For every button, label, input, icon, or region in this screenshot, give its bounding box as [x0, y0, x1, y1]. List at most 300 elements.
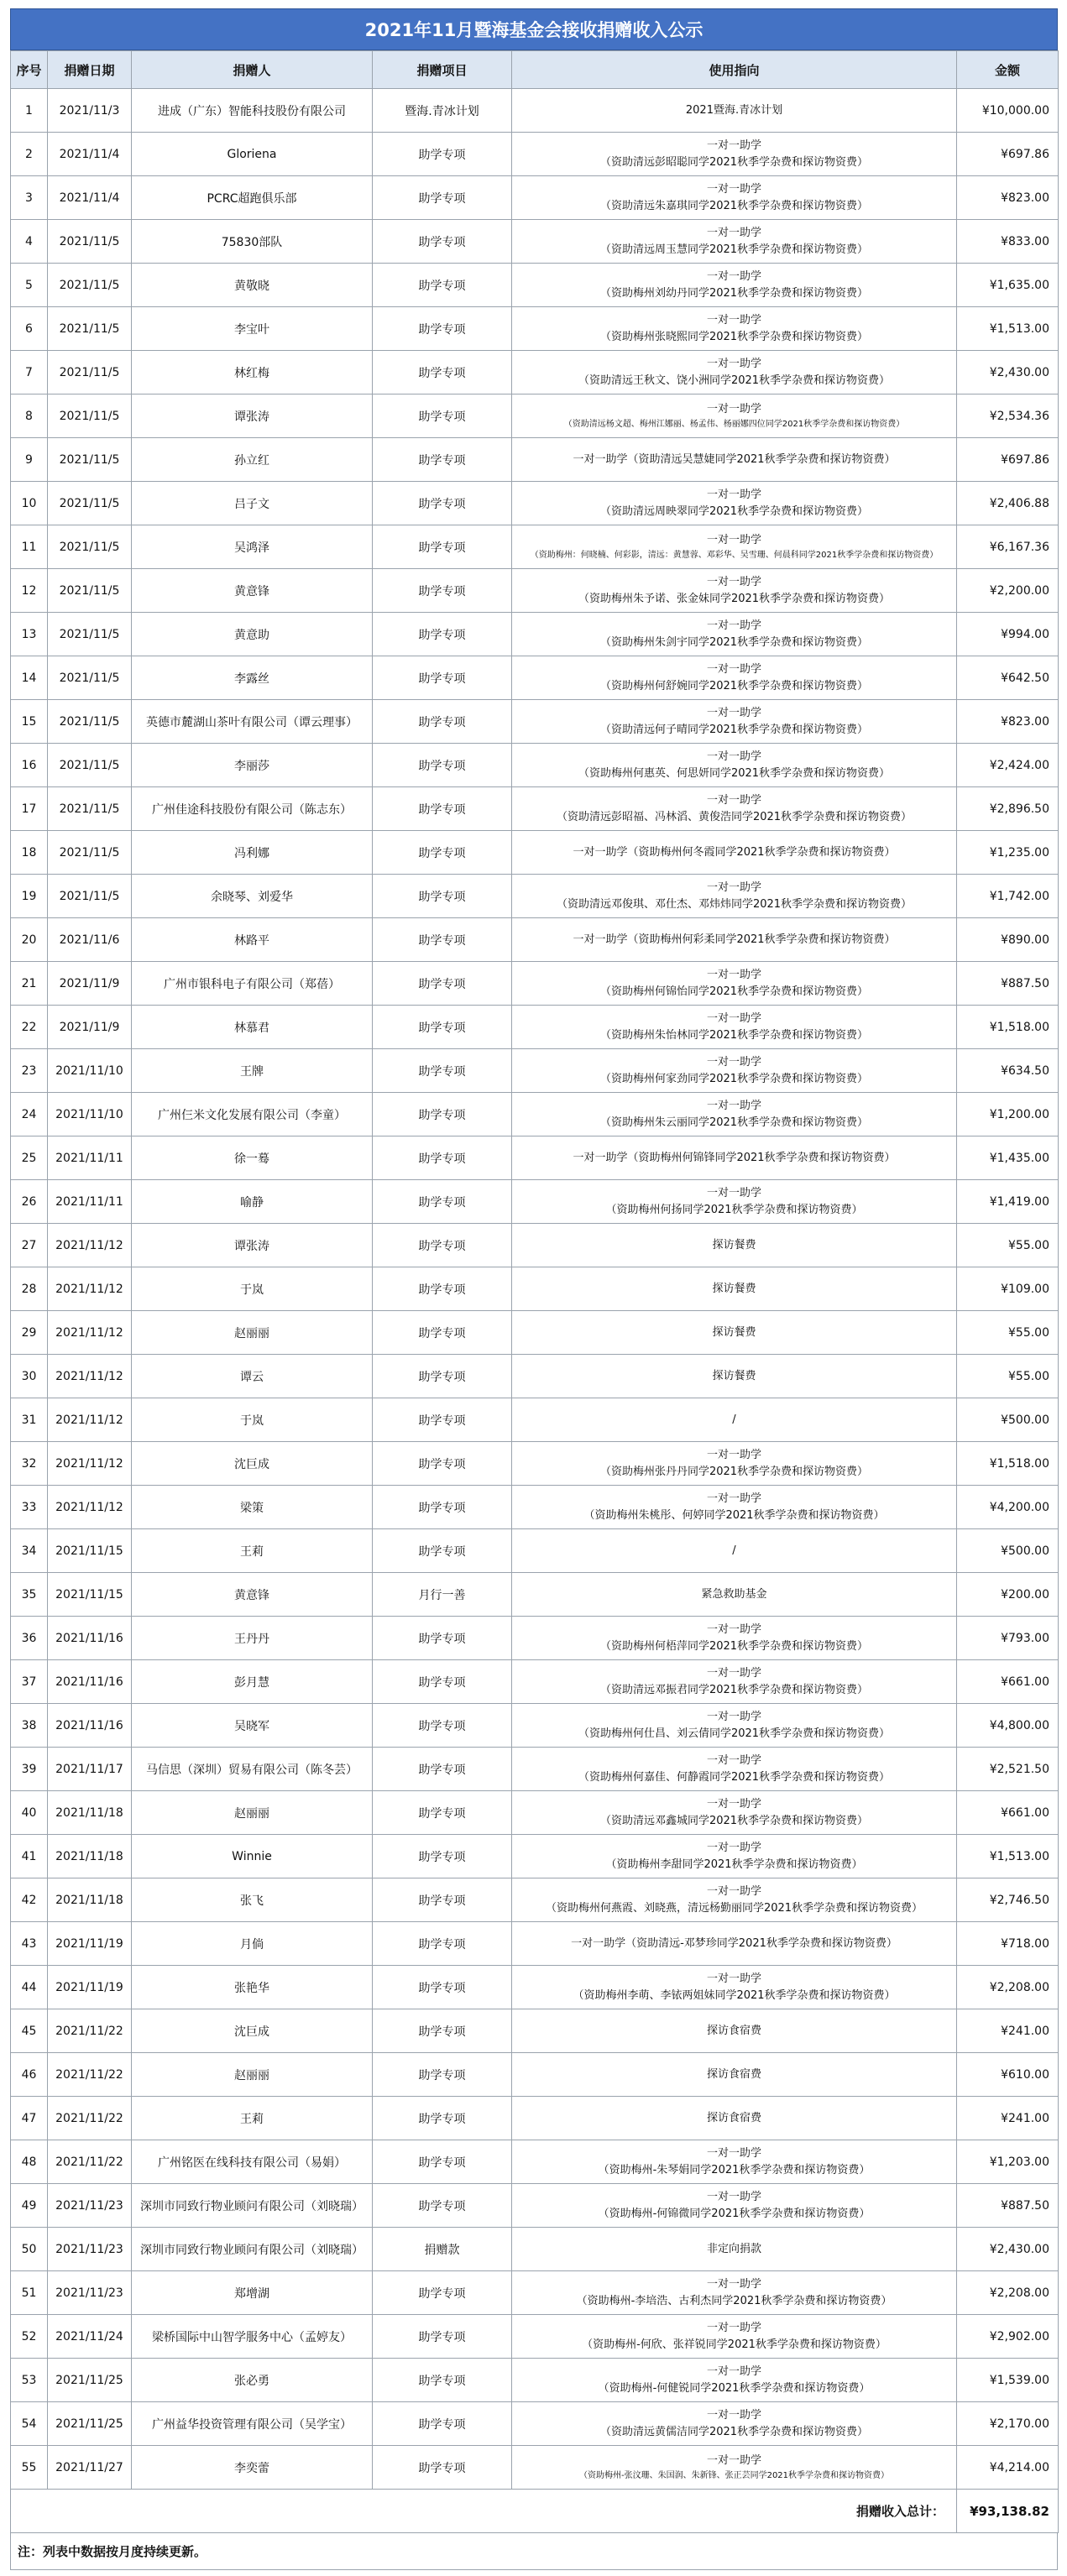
cell-project: 助学专项 — [373, 1267, 512, 1311]
usage-line: 一对一助学 — [706, 226, 761, 239]
cell-date: 2021/11/25 — [48, 2402, 132, 2446]
cell-project: 助学专项 — [373, 394, 512, 438]
usage-detail: （资助梅州李萌、李铱两姐妹同学2021秋季学杂费和探访物资费） — [573, 1988, 896, 2002]
cell-amount: ¥2,430.00 — [957, 351, 1059, 394]
cell-usage — [512, 1660, 957, 1704]
cell-donor: 于岚 — [132, 1398, 373, 1442]
cell-date: 2021/11/5 — [48, 613, 132, 656]
cell-amount: ¥1,419.00 — [957, 1180, 1059, 1224]
usage-detail: （资助梅州张晓熙同学2021秋季学杂费和探访物资费） — [599, 330, 869, 343]
cell-amount: ¥2,902.00 — [957, 2315, 1059, 2359]
cell-usage — [512, 525, 957, 569]
usage-line: 一对一助学 — [706, 2453, 761, 2467]
cell-usage — [512, 1922, 957, 1966]
cell-project: 助学专项 — [373, 2097, 512, 2140]
cell-donor: 75830部队 — [132, 220, 373, 264]
donation-table — [10, 50, 1059, 2533]
cell-amount: ¥610.00 — [957, 2053, 1059, 2097]
usage-detail: （资助梅州-何欣、张祥锐同学2021秋季学杂费和探访物资费） — [582, 2338, 887, 2351]
usage-line: 一对一助学 — [706, 138, 761, 152]
total-row — [11, 2490, 1059, 2533]
cell-project: 助学专项 — [373, 1617, 512, 1660]
table-row — [11, 2359, 1059, 2402]
cell-donor: 赵丽丽 — [132, 2053, 373, 2097]
cell-project: 捐赠款 — [373, 2228, 512, 2271]
usage-line: 一对一助学 — [706, 182, 761, 196]
cell-no: 40 — [11, 1791, 48, 1835]
usage-line: 探访食宿费 — [706, 2067, 761, 2081]
cell-donor: 王牌 — [132, 1049, 373, 1093]
usage-line: 一对一助学 — [706, 1972, 761, 1985]
cell-no: 5 — [11, 264, 48, 307]
cell-donor: 林路平 — [132, 918, 373, 962]
usage-detail: （资助清远何子晴同学2021秋季学杂费和探访物资费） — [599, 723, 869, 736]
cell-date: 2021/11/22 — [48, 2097, 132, 2140]
usage-line: 一对一助学 — [706, 1710, 761, 1723]
cell-amount: ¥6,167.36 — [957, 525, 1059, 569]
cell-project: 助学专项 — [373, 1136, 512, 1180]
usage-line: 一对一助学（资助梅州何冬霞同学2021秋季学杂费和探访物资费） — [573, 845, 896, 859]
table-row — [11, 1355, 1059, 1398]
cell-project: 助学专项 — [373, 2271, 512, 2315]
cell-amount: ¥500.00 — [957, 1398, 1059, 1442]
usage-line: 一对一助学 — [706, 1492, 761, 1505]
usage-detail: （资助梅州何燕霞、刘晓燕，清远杨勤丽同学2021秋季学杂费和探访物资费） — [545, 1901, 923, 1915]
usage-detail: （资助梅州何仕昌、刘云倩同学2021秋季学杂费和探访物资费） — [578, 1727, 891, 1740]
cell-project: 助学专项 — [373, 962, 512, 1006]
table-row — [11, 1486, 1059, 1529]
cell-usage — [512, 2315, 957, 2359]
cell-project: 助学专项 — [373, 2184, 512, 2228]
cell-donor: 于岚 — [132, 1267, 373, 1311]
usage-detail: （资助清远邓俊琪、邓仕杰、邓炜炜同学2021秋季学杂费和探访物资费） — [556, 897, 913, 911]
cell-project: 助学专项 — [373, 133, 512, 176]
table-row — [11, 2228, 1059, 2271]
header-date: 捐赠日期 — [48, 51, 132, 89]
cell-usage — [512, 1311, 957, 1355]
cell-no: 26 — [11, 1180, 48, 1224]
cell-donor: 广州铭医在线科技有限公司（易娟） — [132, 2140, 373, 2184]
cell-amount: ¥2,896.50 — [957, 787, 1059, 831]
cell-no: 29 — [11, 1311, 48, 1355]
table-row — [11, 1660, 1059, 1704]
usage-line: 一对一助学 — [706, 793, 761, 807]
header-usage: 使用指向 — [512, 51, 957, 89]
cell-no: 34 — [11, 1529, 48, 1573]
table-row — [11, 1267, 1059, 1311]
usage-line: 一对一助学 — [706, 533, 761, 546]
usage-line: 一对一助学 — [706, 1186, 761, 1199]
table-row — [11, 394, 1059, 438]
cell-usage — [512, 394, 957, 438]
cell-amount: ¥55.00 — [957, 1224, 1059, 1267]
cell-usage — [512, 1180, 957, 1224]
usage-detail: （资助清远彭昭福、冯林滔、黄俊浩同学2021秋季学杂费和探访物资费） — [556, 810, 913, 823]
cell-no: 12 — [11, 569, 48, 613]
cell-no: 21 — [11, 962, 48, 1006]
cell-amount: ¥718.00 — [957, 1922, 1059, 1966]
cell-no: 39 — [11, 1748, 48, 1791]
usage-detail: （资助梅州-何锦微同学2021秋季学杂费和探访物资费） — [598, 2207, 871, 2220]
cell-donor: 王丹丹 — [132, 1617, 373, 1660]
cell-project: 助学专项 — [373, 1355, 512, 1398]
cell-date: 2021/11/6 — [48, 918, 132, 962]
usage-line: 一对一助学 — [706, 575, 761, 588]
cell-donor: PCRC超跑俱乐部 — [132, 176, 373, 220]
cell-amount: ¥1,518.00 — [957, 1442, 1059, 1486]
cell-no: 2 — [11, 133, 48, 176]
usage-line: 一对一助学 — [706, 750, 761, 763]
table-row — [11, 525, 1059, 569]
cell-donor: 孙立红 — [132, 438, 373, 482]
cell-no: 11 — [11, 525, 48, 569]
table-row — [11, 1922, 1059, 1966]
cell-usage — [512, 918, 957, 962]
cell-project: 助学专项 — [373, 1006, 512, 1049]
cell-no: 53 — [11, 2359, 48, 2402]
cell-donor: 冯利娜 — [132, 831, 373, 875]
usage-detail: （资助清远周映翠同学2021秋季学杂费和探访物资费） — [599, 504, 869, 518]
usage-line: 一对一助学（资助梅州何彩柔同学2021秋季学杂费和探访物资费） — [573, 933, 896, 946]
usage-line: 探访餐费 — [712, 1282, 756, 1295]
table-row — [11, 307, 1059, 351]
cell-project: 助学专项 — [373, 2140, 512, 2184]
cell-no: 16 — [11, 744, 48, 787]
cell-no: 4 — [11, 220, 48, 264]
cell-no: 6 — [11, 307, 48, 351]
cell-project: 助学专项 — [373, 264, 512, 307]
table-row — [11, 1311, 1059, 1355]
usage-line: / — [732, 1544, 736, 1557]
cell-amount: ¥1,742.00 — [957, 875, 1059, 918]
cell-usage — [512, 1267, 957, 1311]
cell-no: 18 — [11, 831, 48, 875]
cell-usage — [512, 133, 957, 176]
cell-date: 2021/11/5 — [48, 656, 132, 700]
usage-detail: （资助清远邓鑫城同学2021秋季学杂费和探访物资费） — [599, 1814, 869, 1827]
usage-detail: （资助梅州朱桃彤、何婷同学2021秋季学杂费和探访物资费） — [583, 1508, 885, 1522]
cell-date: 2021/11/12 — [48, 1486, 132, 1529]
cell-project: 助学专项 — [373, 1660, 512, 1704]
cell-date: 2021/11/22 — [48, 2140, 132, 2184]
cell-project: 助学专项 — [373, 1922, 512, 1966]
cell-usage — [512, 1486, 957, 1529]
table-row — [11, 1617, 1059, 1660]
cell-amount: ¥1,235.00 — [957, 831, 1059, 875]
cell-date: 2021/11/5 — [48, 569, 132, 613]
table-row — [11, 2009, 1059, 2053]
table-row — [11, 875, 1059, 918]
cell-date: 2021/11/16 — [48, 1704, 132, 1748]
cell-donor: 谭云 — [132, 1355, 373, 1398]
usage-line: 一对一助学 — [706, 313, 761, 327]
usage-line: 一对一助学 — [706, 1099, 761, 1112]
table-row — [11, 220, 1059, 264]
cell-usage — [512, 1529, 957, 1573]
cell-amount: ¥887.50 — [957, 2184, 1059, 2228]
cell-date: 2021/11/19 — [48, 1922, 132, 1966]
cell-usage — [512, 875, 957, 918]
usage-detail: （资助梅州何舒婉同学2021秋季学杂费和探访物资费） — [599, 679, 869, 692]
table-row — [11, 264, 1059, 307]
cell-no: 28 — [11, 1267, 48, 1311]
usage-detail: （资助清远王秋文、饶小洲同学2021秋季学杂费和探访物资费） — [578, 374, 891, 387]
cell-project: 助学专项 — [373, 2053, 512, 2097]
table-row — [11, 176, 1059, 220]
cell-no: 23 — [11, 1049, 48, 1093]
cell-usage — [512, 2359, 957, 2402]
cell-date: 2021/11/5 — [48, 351, 132, 394]
usage-line: 一对一助学 — [706, 1797, 761, 1811]
cell-donor: 广州佳途科技股份有限公司（陈志东） — [132, 787, 373, 831]
cell-no: 13 — [11, 613, 48, 656]
cell-date: 2021/11/10 — [48, 1093, 132, 1136]
table-row — [11, 2402, 1059, 2446]
cell-date: 2021/11/16 — [48, 1617, 132, 1660]
cell-amount: ¥2,208.00 — [957, 1966, 1059, 2009]
cell-usage — [512, 438, 957, 482]
cell-donor: 张必勇 — [132, 2359, 373, 2402]
table-row — [11, 2184, 1059, 2228]
cell-amount: ¥661.00 — [957, 1791, 1059, 1835]
cell-no: 14 — [11, 656, 48, 700]
cell-project: 助学专项 — [373, 1398, 512, 1442]
usage-line: 一对一助学 — [706, 269, 761, 283]
cell-project: 助学专项 — [373, 220, 512, 264]
header-amount: 金额 — [957, 51, 1059, 89]
usage-line: 一对一助学 — [706, 968, 761, 981]
cell-donor: 李露丝 — [132, 656, 373, 700]
cell-date: 2021/11/12 — [48, 1442, 132, 1486]
cell-no: 47 — [11, 2097, 48, 2140]
cell-project: 助学专项 — [373, 351, 512, 394]
usage-line: 一对一助学（资助清远-邓梦珍同学2021秋季学杂费和探访物资费） — [571, 1936, 897, 1950]
table-row — [11, 613, 1059, 656]
cell-usage — [512, 2097, 957, 2140]
cell-amount: ¥1,203.00 — [957, 2140, 1059, 2184]
cell-usage — [512, 264, 957, 307]
table-row — [11, 1006, 1059, 1049]
cell-amount: ¥2,746.50 — [957, 1878, 1059, 1922]
cell-date: 2021/11/5 — [48, 744, 132, 787]
usage-detail: （资助梅州何扬同学2021秋季学杂费和探访物资费） — [605, 1203, 863, 1216]
cell-donor: 沈巨成 — [132, 2009, 373, 2053]
usage-line: 探访食宿费 — [706, 2024, 761, 2037]
cell-date: 2021/11/5 — [48, 787, 132, 831]
cell-date: 2021/11/3 — [48, 89, 132, 133]
usage-line: 一对一助学 — [706, 2146, 761, 2160]
cell-amount: ¥823.00 — [957, 176, 1059, 220]
cell-no: 20 — [11, 918, 48, 962]
cell-amount: ¥1,539.00 — [957, 2359, 1059, 2402]
cell-donor: 李丽莎 — [132, 744, 373, 787]
cell-donor: 黄意锋 — [132, 1573, 373, 1617]
table-row — [11, 1878, 1059, 1922]
cell-date: 2021/11/24 — [48, 2315, 132, 2359]
cell-amount: ¥642.50 — [957, 656, 1059, 700]
cell-donor: 徐一蓦 — [132, 1136, 373, 1180]
cell-donor: 月倘 — [132, 1922, 373, 1966]
usage-line: 探访餐费 — [712, 1238, 756, 1251]
cell-no: 17 — [11, 787, 48, 831]
cell-date: 2021/11/18 — [48, 1791, 132, 1835]
cell-usage — [512, 569, 957, 613]
cell-usage — [512, 1573, 957, 1617]
cell-project: 助学专项 — [373, 700, 512, 744]
cell-donor: 张艳华 — [132, 1966, 373, 2009]
cell-amount: ¥2,534.36 — [957, 394, 1059, 438]
cell-date: 2021/11/17 — [48, 1748, 132, 1791]
cell-no: 27 — [11, 1224, 48, 1267]
cell-project: 助学专项 — [373, 1180, 512, 1224]
cell-usage — [512, 613, 957, 656]
cell-donor: 马信思（深圳）贸易有限公司（陈冬芸） — [132, 1748, 373, 1791]
cell-project: 助学专项 — [373, 1224, 512, 1267]
usage-detail: （资助梅州朱云丽同学2021秋季学杂费和探访物资费） — [599, 1116, 869, 1129]
cell-donor: 王莉 — [132, 2097, 373, 2140]
cell-usage — [512, 2053, 957, 2097]
usage-line: 探访餐费 — [712, 1369, 756, 1382]
cell-date: 2021/11/5 — [48, 307, 132, 351]
table-row — [11, 831, 1059, 875]
cell-no: 25 — [11, 1136, 48, 1180]
usage-line: 一对一助学 — [706, 2321, 761, 2334]
cell-donor: 吕子文 — [132, 482, 373, 525]
usage-detail: （资助梅州何家劲同学2021秋季学杂费和探访物资费） — [599, 1072, 869, 1085]
cell-date: 2021/11/27 — [48, 2446, 132, 2490]
table-row — [11, 1442, 1059, 1486]
cell-no: 22 — [11, 1006, 48, 1049]
cell-donor: 彭月慧 — [132, 1660, 373, 1704]
cell-no: 9 — [11, 438, 48, 482]
cell-no: 31 — [11, 1398, 48, 1442]
table-row — [11, 1835, 1059, 1878]
cell-date: 2021/11/23 — [48, 2184, 132, 2228]
usage-detail: （资助梅州朱予诺、张金妹同学2021秋季学杂费和探访物资费） — [578, 592, 891, 605]
cell-donor: 郑增湖 — [132, 2271, 373, 2315]
cell-usage — [512, 1791, 957, 1835]
header-project: 捐赠项目 — [373, 51, 512, 89]
cell-date: 2021/11/15 — [48, 1573, 132, 1617]
cell-date: 2021/11/4 — [48, 176, 132, 220]
cell-donor: 深圳市同致行物业顾问有限公司（刘晓瑞） — [132, 2184, 373, 2228]
cell-project: 助学专项 — [373, 569, 512, 613]
cell-usage — [512, 1136, 957, 1180]
usage-line: / — [732, 1413, 736, 1426]
usage-detail: （资助梅州张丹丹同学2021秋季学杂费和探访物资费） — [599, 1465, 869, 1478]
cell-date: 2021/11/18 — [48, 1835, 132, 1878]
usage-line: 探访餐费 — [712, 1325, 756, 1339]
cell-amount: ¥4,200.00 — [957, 1486, 1059, 1529]
cell-no: 49 — [11, 2184, 48, 2228]
cell-date: 2021/11/4 — [48, 133, 132, 176]
cell-date: 2021/11/12 — [48, 1224, 132, 1267]
cell-usage — [512, 2140, 957, 2184]
cell-usage — [512, 1878, 957, 1922]
cell-amount: ¥2,200.00 — [957, 569, 1059, 613]
cell-no: 24 — [11, 1093, 48, 1136]
cell-no: 41 — [11, 1835, 48, 1878]
cell-donor: 赵丽丽 — [132, 1791, 373, 1835]
table-row — [11, 1704, 1059, 1748]
table-row — [11, 89, 1059, 133]
cell-donor: 黄意锋 — [132, 569, 373, 613]
usage-line: 非定向捐款 — [706, 2242, 761, 2255]
cell-amount: ¥1,200.00 — [957, 1093, 1059, 1136]
cell-project: 助学专项 — [373, 787, 512, 831]
usage-line: 一对一助学 — [706, 2364, 761, 2378]
table-row — [11, 656, 1059, 700]
usage-line: 一对一助学 — [706, 880, 761, 894]
usage-detail: （资助清远周玉慧同学2021秋季学杂费和探访物资费） — [599, 243, 869, 256]
cell-donor: 谭张涛 — [132, 394, 373, 438]
cell-donor: 吴鸿泽 — [132, 525, 373, 569]
usage-line: 一对一助学 — [706, 1055, 761, 1069]
table-row — [11, 1136, 1059, 1180]
table-row — [11, 1398, 1059, 1442]
cell-amount: ¥697.86 — [957, 438, 1059, 482]
cell-usage — [512, 307, 957, 351]
table-row — [11, 787, 1059, 831]
cell-usage — [512, 656, 957, 700]
table-row — [11, 962, 1059, 1006]
cell-date: 2021/11/12 — [48, 1398, 132, 1442]
cell-date: 2021/11/16 — [48, 1660, 132, 1704]
cell-no: 38 — [11, 1704, 48, 1748]
cell-amount: ¥833.00 — [957, 220, 1059, 264]
page-title: 2021年11月暨海基金会接收捐赠收入公示 — [10, 8, 1058, 50]
cell-amount: ¥2,406.88 — [957, 482, 1059, 525]
usage-line: 一对一助学 — [706, 1448, 761, 1461]
cell-date: 2021/11/23 — [48, 2271, 132, 2315]
cell-donor: Winnie — [132, 1835, 373, 1878]
cell-date: 2021/11/5 — [48, 831, 132, 875]
usage-detail: （资助梅州：何晓楠、何彩影，清远：黄慧蓉、邓彩华、吴雪珊、何晨科同学2021秋季学杂费和探访物资费） — [530, 550, 939, 560]
cell-amount: ¥2,521.50 — [957, 1748, 1059, 1791]
usage-detail: （资助梅州-李培浩、古利杰同学2021秋季学杂费和探访物资费） — [576, 2294, 892, 2307]
cell-donor: 李宝叶 — [132, 307, 373, 351]
cell-donor: 梁桥国际中山智学服务中心（孟婷友） — [132, 2315, 373, 2359]
usage-line: 一对一助学 — [706, 1666, 761, 1680]
cell-usage — [512, 2184, 957, 2228]
usage-line: 一对一助学 — [706, 1622, 761, 1636]
table-row — [11, 351, 1059, 394]
cell-project: 助学专项 — [373, 1529, 512, 1573]
cell-amount: ¥1,635.00 — [957, 264, 1059, 307]
cell-usage — [512, 1617, 957, 1660]
cell-donor: 张飞 — [132, 1878, 373, 1922]
header-donor: 捐赠人 — [132, 51, 373, 89]
cell-amount: ¥661.00 — [957, 1660, 1059, 1704]
cell-usage — [512, 1093, 957, 1136]
footnote: 注：列表中数据按月度持续更新。 — [10, 2533, 1058, 2570]
usage-line: 探访食宿费 — [706, 2111, 761, 2124]
table-row — [11, 1573, 1059, 1617]
usage-line: 一对一助学 — [706, 1841, 761, 1854]
cell-no: 1 — [11, 89, 48, 133]
cell-usage — [512, 1704, 957, 1748]
cell-no: 54 — [11, 2402, 48, 2446]
usage-line: 一对一助学 — [706, 706, 761, 719]
cell-date: 2021/11/5 — [48, 525, 132, 569]
cell-donor: 王莉 — [132, 1529, 373, 1573]
cell-donor: 沈巨成 — [132, 1442, 373, 1486]
table-row — [11, 1748, 1059, 1791]
table-row — [11, 2315, 1059, 2359]
cell-no: 36 — [11, 1617, 48, 1660]
table-row — [11, 2446, 1059, 2490]
cell-project: 助学专项 — [373, 1704, 512, 1748]
